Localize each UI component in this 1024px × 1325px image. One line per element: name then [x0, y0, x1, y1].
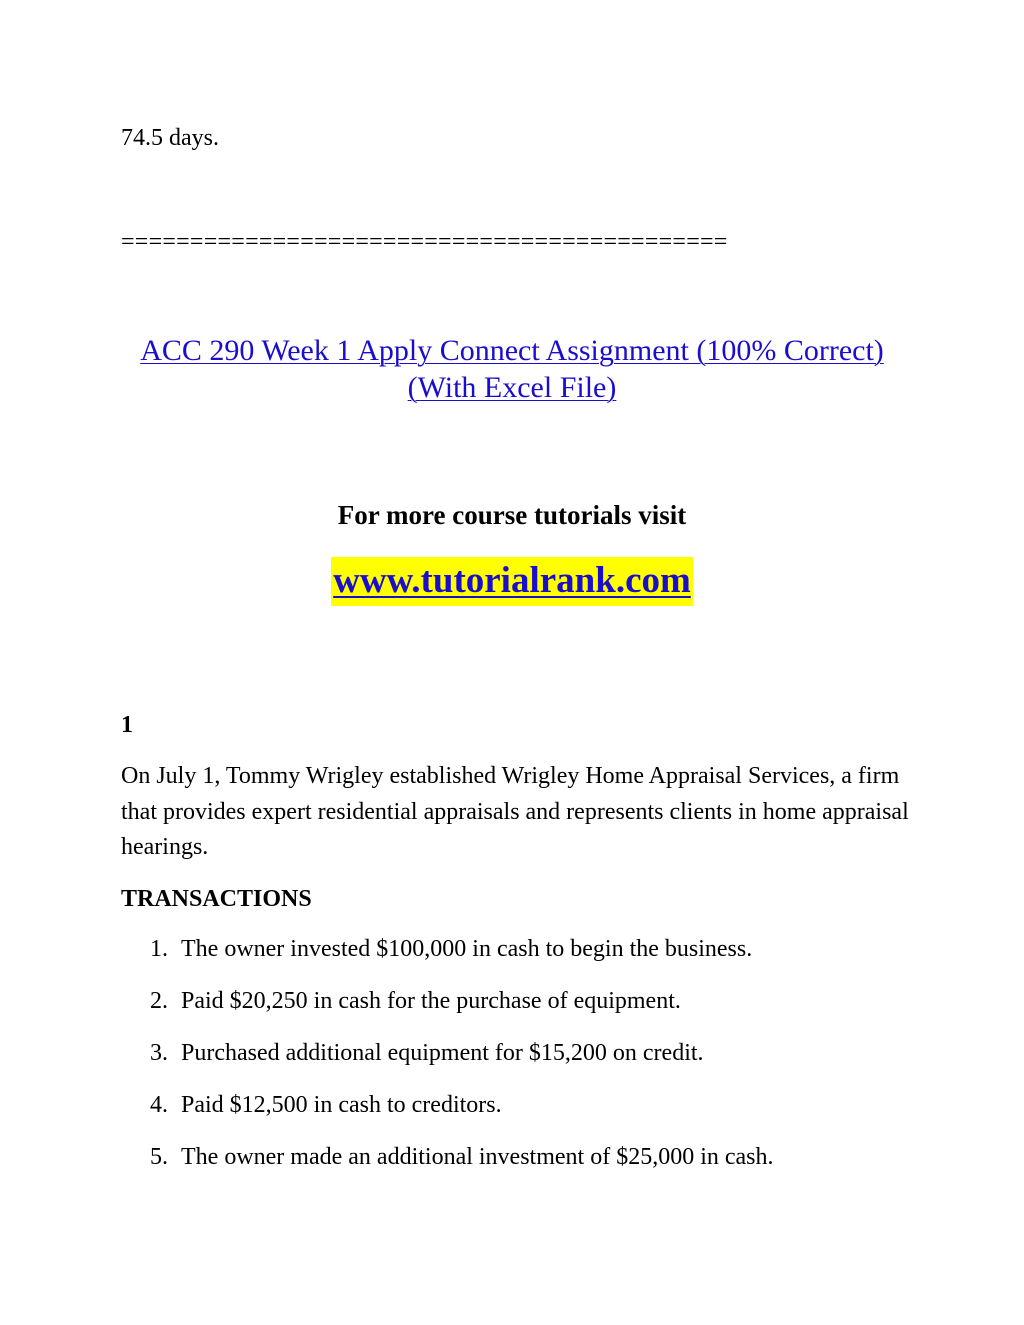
list-item: [150, 1143, 910, 1195]
transactions-heading: TRANSACTIONS: [121, 886, 312, 912]
list-item: [150, 935, 910, 987]
question-number: 1: [121, 712, 133, 738]
list-item-number: 2.: [150, 988, 168, 1014]
website-link-container: [112, 557, 912, 606]
transactions-list: [150, 935, 910, 1195]
list-item-number: 4.: [150, 1092, 168, 1118]
list-item: [150, 987, 910, 1039]
list-item-text: Paid $20,250 in cash for the purchase of equipment.: [181, 988, 681, 1014]
website-link[interactable]: www.tutorialrank.com: [331, 557, 693, 606]
list-item-number: 5.: [150, 1144, 168, 1170]
list-item: [150, 1091, 910, 1143]
list-item: [150, 1039, 910, 1091]
list-item-number: 3.: [150, 1040, 168, 1066]
list-item-number: 1.: [150, 936, 168, 962]
separator-line: ============================================: [121, 229, 728, 255]
list-item-text: The owner made an additional investment of $25,000 in cash.: [181, 1144, 774, 1170]
question-intro-paragraph: On July 1, Tommy Wrigley established Wrigley Home Appraisal Services, a firm that provides expert residential appraisals and represents clients in home appraisal hearings.: [121, 763, 909, 860]
list-item-text: The owner invested $100,000 in cash to begin the business.: [181, 936, 753, 962]
list-item-text: Purchased additional equipment for $15,200 on credit.: [181, 1040, 704, 1066]
assignment-title-link[interactable]: ACC 290 Week 1 Apply Connect Assignment (100% Correct) (With Excel File): [140, 334, 884, 404]
tutorials-visit-text: For more course tutorials visit: [337, 500, 687, 530]
previous-answer-text: 74.5 days.: [121, 125, 219, 151]
list-item-text: Paid $12,500 in cash to creditors.: [181, 1092, 502, 1118]
